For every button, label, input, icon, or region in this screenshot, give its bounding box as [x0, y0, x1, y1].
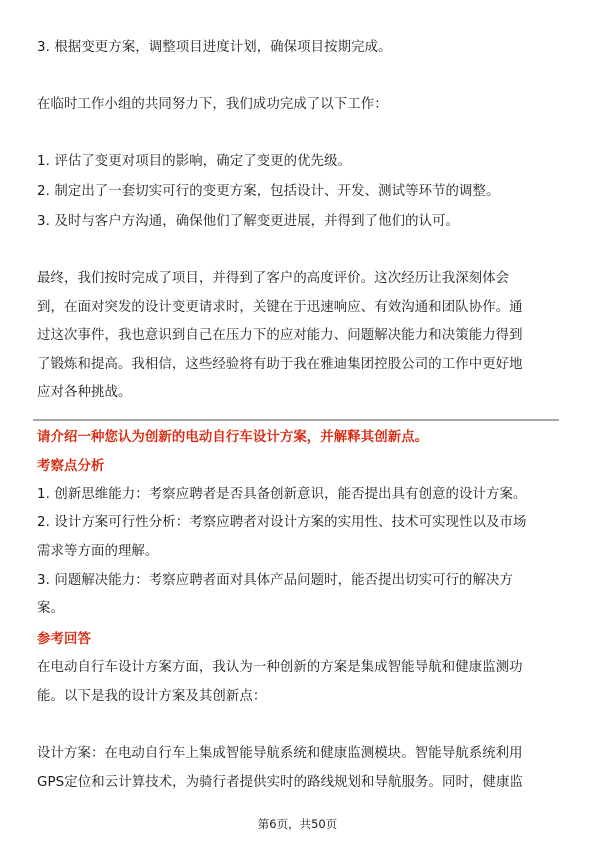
result-item-2: 2. 制定出了一套切实可行的变更方案，包括设计、开发、测试等环节的调整。	[37, 184, 500, 199]
design-line-1: 设计方案：在电动自行车上集成智能导航系统和健康监测模块。智能导航系统利用	[37, 746, 523, 761]
step-3-text: 3. 根据变更方案，调整项目进度计划，确保项目按期完成。	[37, 40, 392, 55]
analysis-line-1: 1. 创新思维能力：考察应聘者是否具备创新意识，能否提出具有创意的设计方案。	[37, 487, 527, 502]
section-divider	[33, 419, 559, 421]
question-heading: 请介绍一种您认为创新的电动自行车设计方案，并解释其创新点。	[37, 430, 429, 445]
conclusion-line-1: 最终，我们按时完成了项目，并得到了客户的高度评价。这次经历让我深刻体会	[37, 271, 510, 286]
analysis-line-3: 需求等方面的理解。	[37, 544, 159, 559]
answer-heading: 参考回答	[37, 632, 91, 647]
conclusion-line-2: 到，在面对突发的设计变更请求时，关键在于迅速响应、有效沟通和团队协作。通	[37, 300, 523, 315]
answer-intro-line-1: 在电动自行车设计方案方面，我认为一种创新的方案是集成智能导航和健康监测功	[37, 660, 523, 675]
page-number-footer: 第6页，共50页	[257, 817, 338, 831]
conclusion-line-3: 过这次事件，我也意识到自己在压力下的应对能力、问题解决能力和决策能力得到	[37, 328, 523, 343]
results-intro: 在临时工作小组的共同努力下，我们成功完成了以下工作：	[37, 97, 388, 112]
result-item-3: 3. 及时与客户方沟通，确保他们了解变更进展，并得到了他们的认可。	[37, 214, 460, 229]
design-line-2: GPS定位和云计算技术，为骑行者提供实时的路线规划和导航服务。同时，健康监	[37, 775, 523, 790]
conclusion-line-4: 了锻炼和提高。我相信，这些经验将有助于我在雅迪集团控股公司的工作中更好地	[37, 357, 523, 372]
analysis-line-2: 2. 设计方案可行性分析：考察应聘者对设计方案的实用性、技术可实现性以及市场	[37, 515, 527, 530]
analysis-line-4: 3. 问题解决能力：考察应聘者面对具体产品问题时，能否提出切实可行的解决方	[37, 573, 514, 588]
conclusion-line-5: 应对各种挑战。	[37, 385, 132, 400]
answer-intro-line-2: 能。以下是我的设计方案及其创新点：	[37, 689, 267, 704]
analysis-line-5: 案。	[37, 601, 64, 616]
result-item-1: 1. 评估了变更对项目的影响，确定了变更的优先级。	[37, 154, 352, 169]
analysis-heading: 考察点分析	[37, 459, 105, 474]
